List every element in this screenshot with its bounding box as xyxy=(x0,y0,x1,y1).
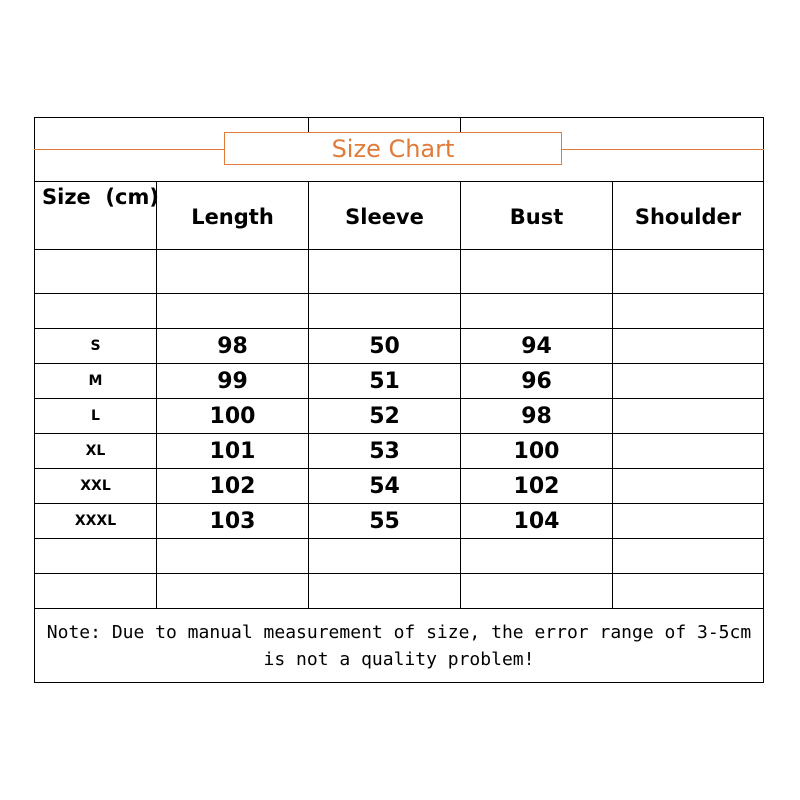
sleeve-value: 51 xyxy=(369,368,400,394)
column-header-length: Length xyxy=(191,205,274,229)
grid-line xyxy=(34,573,764,574)
shoulder-value xyxy=(613,329,763,363)
title-line-left xyxy=(34,149,224,150)
bust-value: 94 xyxy=(521,333,552,359)
grid-line xyxy=(34,538,764,539)
chart-title: Size Chart xyxy=(224,132,562,165)
bust-value: 100 xyxy=(513,438,560,464)
size-label: M xyxy=(88,373,103,389)
size-note: Note: Due to manual measurement of size, the error range of 3-5cm is not a quality problem! xyxy=(46,622,752,670)
table-border-right xyxy=(763,117,764,683)
bust-value: 102 xyxy=(513,473,560,499)
title-divider xyxy=(308,117,309,133)
size-label: S xyxy=(90,338,101,354)
sleeve-value: 55 xyxy=(369,508,400,534)
shoulder-value xyxy=(613,434,763,468)
length-value: 100 xyxy=(209,403,256,429)
column-header-shoulder: Shoulder xyxy=(634,205,742,229)
length-value: 99 xyxy=(217,368,248,394)
bust-value: 96 xyxy=(521,368,552,394)
shoulder-value xyxy=(613,399,763,433)
sleeve-value: 50 xyxy=(369,333,400,359)
length-value: 98 xyxy=(217,333,248,359)
grid-line xyxy=(34,293,764,294)
grid-line xyxy=(34,249,764,250)
length-value: 102 xyxy=(209,473,256,499)
sleeve-value: 53 xyxy=(369,438,400,464)
shoulder-value xyxy=(613,504,763,538)
column-header-size: Size (cm) xyxy=(42,185,159,209)
bust-value: 98 xyxy=(521,403,552,429)
size-label: XXL xyxy=(80,478,111,494)
size-label: L xyxy=(91,408,100,424)
column-header-bust: Bust xyxy=(509,205,564,229)
table-border-top xyxy=(34,117,764,118)
length-value: 103 xyxy=(209,508,256,534)
size-label: XL xyxy=(85,443,106,459)
shoulder-value xyxy=(613,469,763,503)
bust-value: 104 xyxy=(513,508,560,534)
column-header-sleeve: Sleeve xyxy=(345,205,424,229)
sleeve-value: 54 xyxy=(369,473,400,499)
sleeve-value: 52 xyxy=(369,403,400,429)
shoulder-value xyxy=(613,364,763,398)
length-value: 101 xyxy=(209,438,256,464)
size-label: XXXL xyxy=(74,513,117,529)
size-chart-table xyxy=(34,117,764,683)
title-divider xyxy=(460,117,461,133)
title-line-right xyxy=(562,149,764,150)
